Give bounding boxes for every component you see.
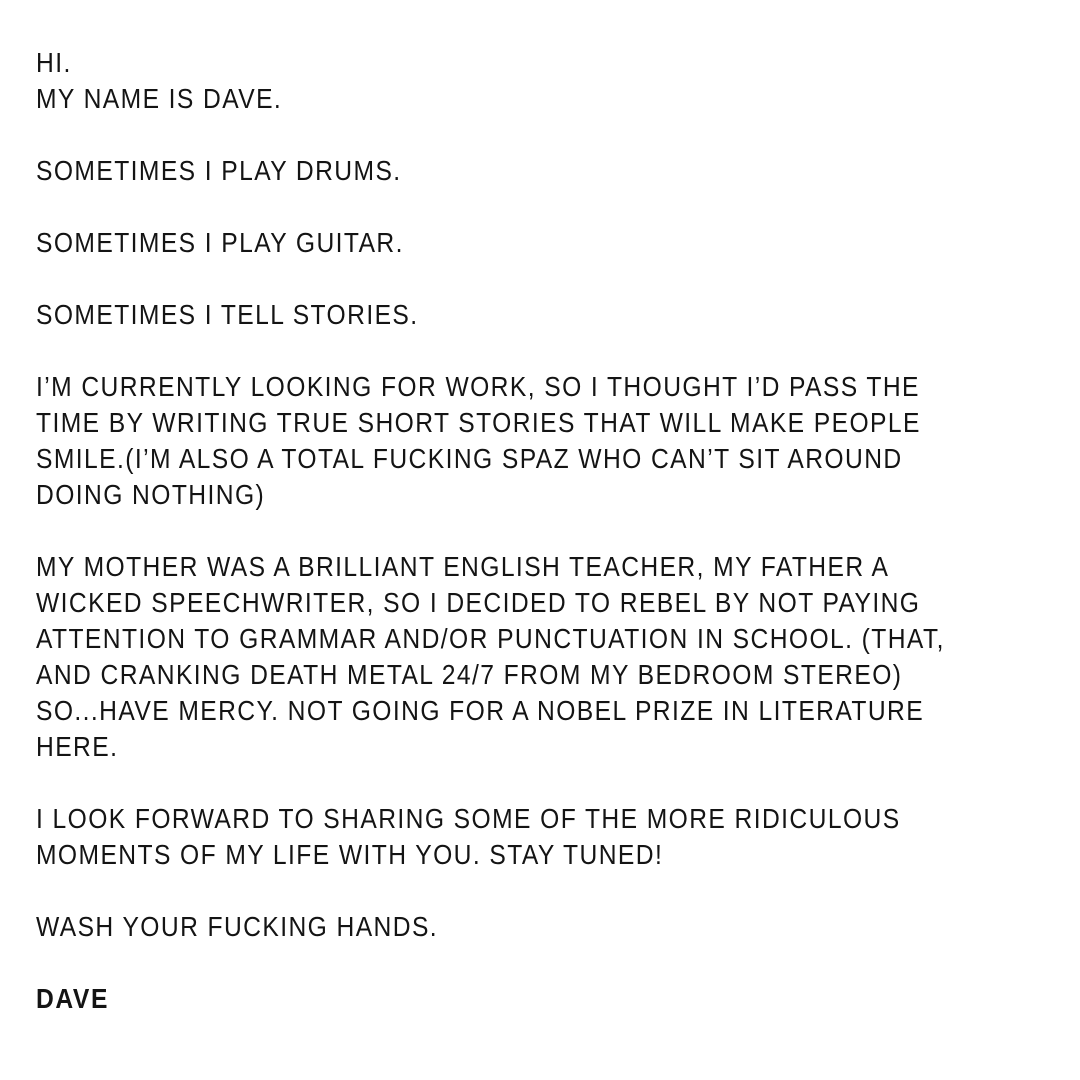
greeting-paragraph <box>36 45 925 117</box>
letter <box>36 45 945 1017</box>
drums-paragraph <box>36 153 925 189</box>
text-line: WICKED SPEECHWRITER, SO I DECIDED TO REBEL BY NOT PAYING <box>36 587 921 618</box>
guitar-paragraph <box>36 225 925 261</box>
text-line: AND CRANKING DEATH METAL 24/7 FROM MY BEDROOM STEREO) <box>36 659 903 690</box>
text-line: SMILE.(I’M ALSO A TOTAL FUCKING SPAZ WHO CAN’T SIT AROUND <box>36 443 903 474</box>
parents-paragraph <box>36 549 945 765</box>
text-line: WASH YOUR FUCKING HANDS. <box>36 911 439 942</box>
signature: DAVE <box>36 983 109 1014</box>
text-line: SOMETIMES I PLAY GUITAR. <box>36 227 404 258</box>
text-line: MY NAME IS DAVE. <box>36 83 283 114</box>
hands-paragraph <box>36 909 925 945</box>
text-line: I LOOK FORWARD TO SHARING SOME OF THE MORE RIDICULOUS <box>36 803 901 834</box>
text-line: MOMENTS OF MY LIFE WITH YOU. STAY TUNED! <box>36 839 664 870</box>
text-line: TIME BY WRITING TRUE SHORT STORIES THAT WILL MAKE PEOPLE <box>36 407 921 438</box>
text-line: SOMETIMES I TELL STORIES. <box>36 299 419 330</box>
text-line: DOING NOTHING) <box>36 479 266 510</box>
text-line: HI. <box>36 47 72 78</box>
text-line: HERE. <box>36 731 119 762</box>
text-line: SO...HAVE MERCY. NOT GOING FOR A NOBEL PRIZE IN LITERATURE <box>36 695 925 726</box>
sharing-paragraph <box>36 801 925 873</box>
text-line: ATTENTION TO GRAMMAR AND/OR PUNCTUATION IN SCHOOL. (THAT, <box>36 623 945 654</box>
text-line: I’M CURRENTLY LOOKING FOR WORK, SO I THOUGHT I’D PASS THE <box>36 371 920 402</box>
work-paragraph <box>36 369 925 513</box>
stories-paragraph <box>36 297 925 333</box>
text-line: SOMETIMES I PLAY DRUMS. <box>36 155 402 186</box>
text-line: MY MOTHER WAS A BRILLIANT ENGLISH TEACHER, MY FATHER A <box>36 551 890 582</box>
